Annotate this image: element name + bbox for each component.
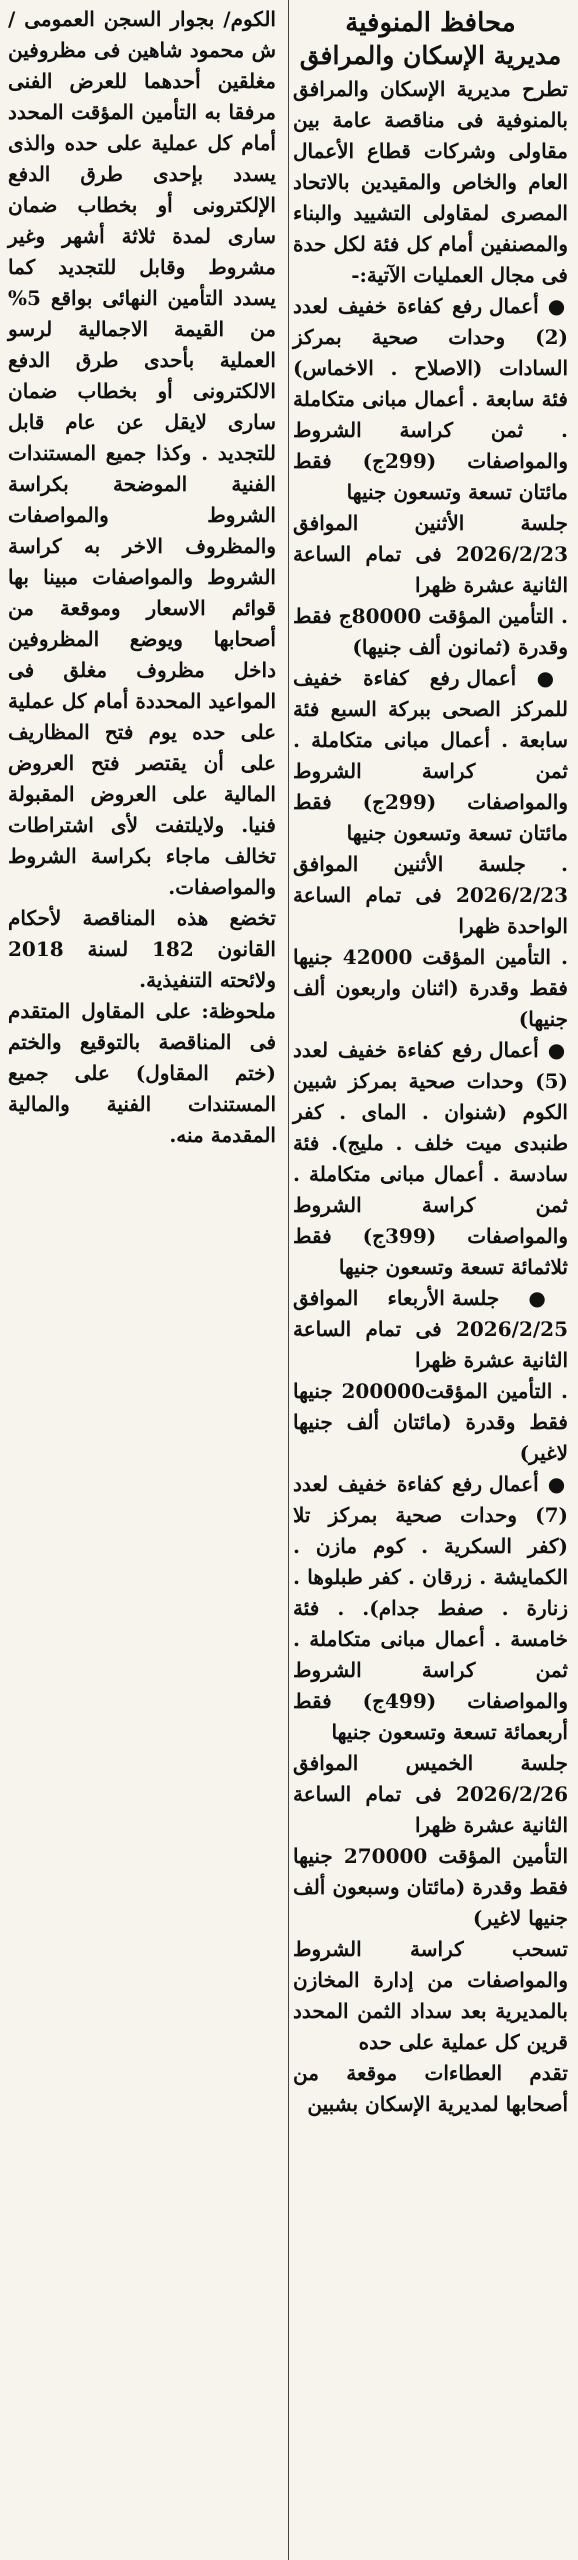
insurance-2: . التأمين المؤقت 42000 جنيها فقط وقدرة (اثنان واربعون ألف جنيها) bbox=[293, 945, 568, 1031]
delivery-note: تقدم العطاءات موقعة من أصحابها لمديرية الإسكان بشبين bbox=[293, 2061, 568, 2116]
bullet-icon: ● bbox=[547, 1038, 569, 1062]
bullet-icon: ● bbox=[528, 1286, 568, 1310]
session-3-text: جلسة الأربعاء الموافق 2026/2/25 فى تمام الساعة الثانية عشرة ظهرا bbox=[293, 1286, 568, 1372]
session-3 bbox=[293, 1283, 568, 1376]
tender-item-1 bbox=[293, 291, 568, 508]
session-2: . جلسة الأثنين الموافق 2026/2/23 فى تمام الساعة الواحدة ظهرا bbox=[293, 852, 568, 938]
insurance-4: التأمين المؤقت 270000 جنيها فقط وقدرة (مائتان وسبعون ألف جنيها لاغير) bbox=[293, 1844, 569, 1930]
left-column bbox=[4, 4, 280, 1151]
note-label: ملحوظة: bbox=[201, 999, 277, 1023]
bullet-icon: ● bbox=[547, 1472, 569, 1496]
tender-item-2 bbox=[293, 663, 568, 849]
session-1: جلسة الأثنين الموافق 2026/2/23 فى تمام الساعة الثانية عشرة ظهرا bbox=[293, 511, 568, 597]
bullet-icon: ● bbox=[547, 294, 569, 318]
law-paragraph: تخضع هذه المناقصة لأحكام القانون 182 لسنة 2018 ولائحته التنفيذية. bbox=[8, 906, 276, 992]
tender-item-2-text: أعمال رفع كفاءة خفيف للمركز الصحى ببركة السبع فئة سابعة . أعمال مبانى متكاملة . ثمن كراسة الشروط والمواصفات (299ج) فقط مائتان تسعة وتسعون جنيها bbox=[293, 666, 568, 845]
continuation-paragraph: الكوم/ بجوار السجن العمومى / ش محمود شاهين فى مظروفين مغلقين أحدهما للعرض الفنى مرفقا به التأمين المؤقت المحدد أمام كل عملية على حده والذى يسدد بإحدى طرق الدفع الإلكترونى أو بخطاب ضمان سارى لمدة ثلاثة أشهر وغير مشروط وقابل للتجديد كما يسدد التأمين النهائى بواقع 5% من القيمة الاجمالية لرسو العملية بأحدى طرق الدفع الالكترونى أو بخطاب ضمان سارى لايقل عن عام قابل للتجديد . وكذا جميع المستندات الفنية الموضحة بكراسة الشروط والمواصفات والمظروف الاخر به كراسة الشروط والمواصفات مبينا بها قوائم الاسعار وموقعة من أصحابها ويوضع المظروفين داخل مظروف مغلق فى المواعيد المحددة أمام كل عملية على حده يوم فتح المظاريف على أن يقتصر فتح العروض المالية على العروض المقبولة فنيا. ولايلتفت لأى اشتراطات تخالف ماجاء بكراسة الشروط والمواصفات. bbox=[8, 7, 276, 899]
ad-title: محافظ المنوفية bbox=[345, 8, 516, 38]
sales-note: تسحب كراسة الشروط والمواصفات من إدارة المخازن بالمديرية بعد سداد الثمن المحدد قرين كل عملية على حده bbox=[293, 1937, 568, 2054]
intro-paragraph: تطرح مديرية الإسكان والمرافق بالمنوفية فى مناقصة عامة بين مقاولى وشركات قطاع الأعمال العام والخاص والمقيدين بالاتحاد المصرى لمقاولى التشييد والبناء والمصنفين أمام كل فئة لكل حدة فى مجال العمليات الآتية:- bbox=[293, 77, 568, 287]
insurance-3: . التأمين المؤقت200000 جنيها فقط وقدرة (مائتان ألف جنيها لاغير) bbox=[293, 1379, 568, 1465]
right-column bbox=[289, 0, 572, 2120]
note-paragraph bbox=[8, 996, 276, 1151]
ad-subtitle: مديرية الإسكان والمرافق bbox=[299, 41, 562, 70]
session-4: جلسة الخميس الموافق 2026/2/26 فى تمام الساعة الثانية عشرة ظهرا bbox=[293, 1751, 568, 1837]
tender-item-4-text: أعمال رفع كفاءة خفيف لعدد (7) وحدات صحية بمركز تلا (كفر السكرية . كوم مازن . الكمايشة . زرقان . كفر طبلوها . زنارة . صفط جدام). . فئة خامسة . أعمال مبانى متكاملة . ثمن كراسة الشروط والمواصفات (499ج) فقط أربعمائة تسعة وتسعون جنيها bbox=[293, 1472, 568, 1744]
bullet-icon: ● bbox=[536, 666, 569, 690]
tender-item-3-text: أعمال رفع كفاءة خفيف لعدد (5) وحدات صحية بمركز شبين الكوم (شنوان . الماى . كفر طنبدى ميت خلف . مليج). فئة سادسة . أعمال مبانى متكاملة . ثمن كراسة الشروط والمواصفات (399ج) فقط ثلاثمائة تسعة وتسعون جنيها bbox=[293, 1038, 568, 1279]
tender-item-3 bbox=[293, 1035, 568, 1283]
insurance-1: . التأمين المؤقت 80000ج فقط وقدرة (ثمانون ألف جنيها) bbox=[293, 604, 568, 659]
note-text: على المقاول المتقدم فى المناقصة بالتوقيع والختم (ختم المقاول) على جميع المستندات الفنية والمالية المقدمة منه. bbox=[8, 999, 276, 1147]
tender-item-4 bbox=[293, 1469, 568, 1748]
tender-item-1-text: أعمال رفع كفاءة خفيف لعدد (2) وحدات صحية بمركز السادات (الاصلاح . الاخماس) فئة سابعة . أعمال مبانى متكاملة . ثمن كراسة الشروط والمواصفات (299ج) فقط مائتان تسعة وتسعون جنيها bbox=[293, 294, 568, 504]
